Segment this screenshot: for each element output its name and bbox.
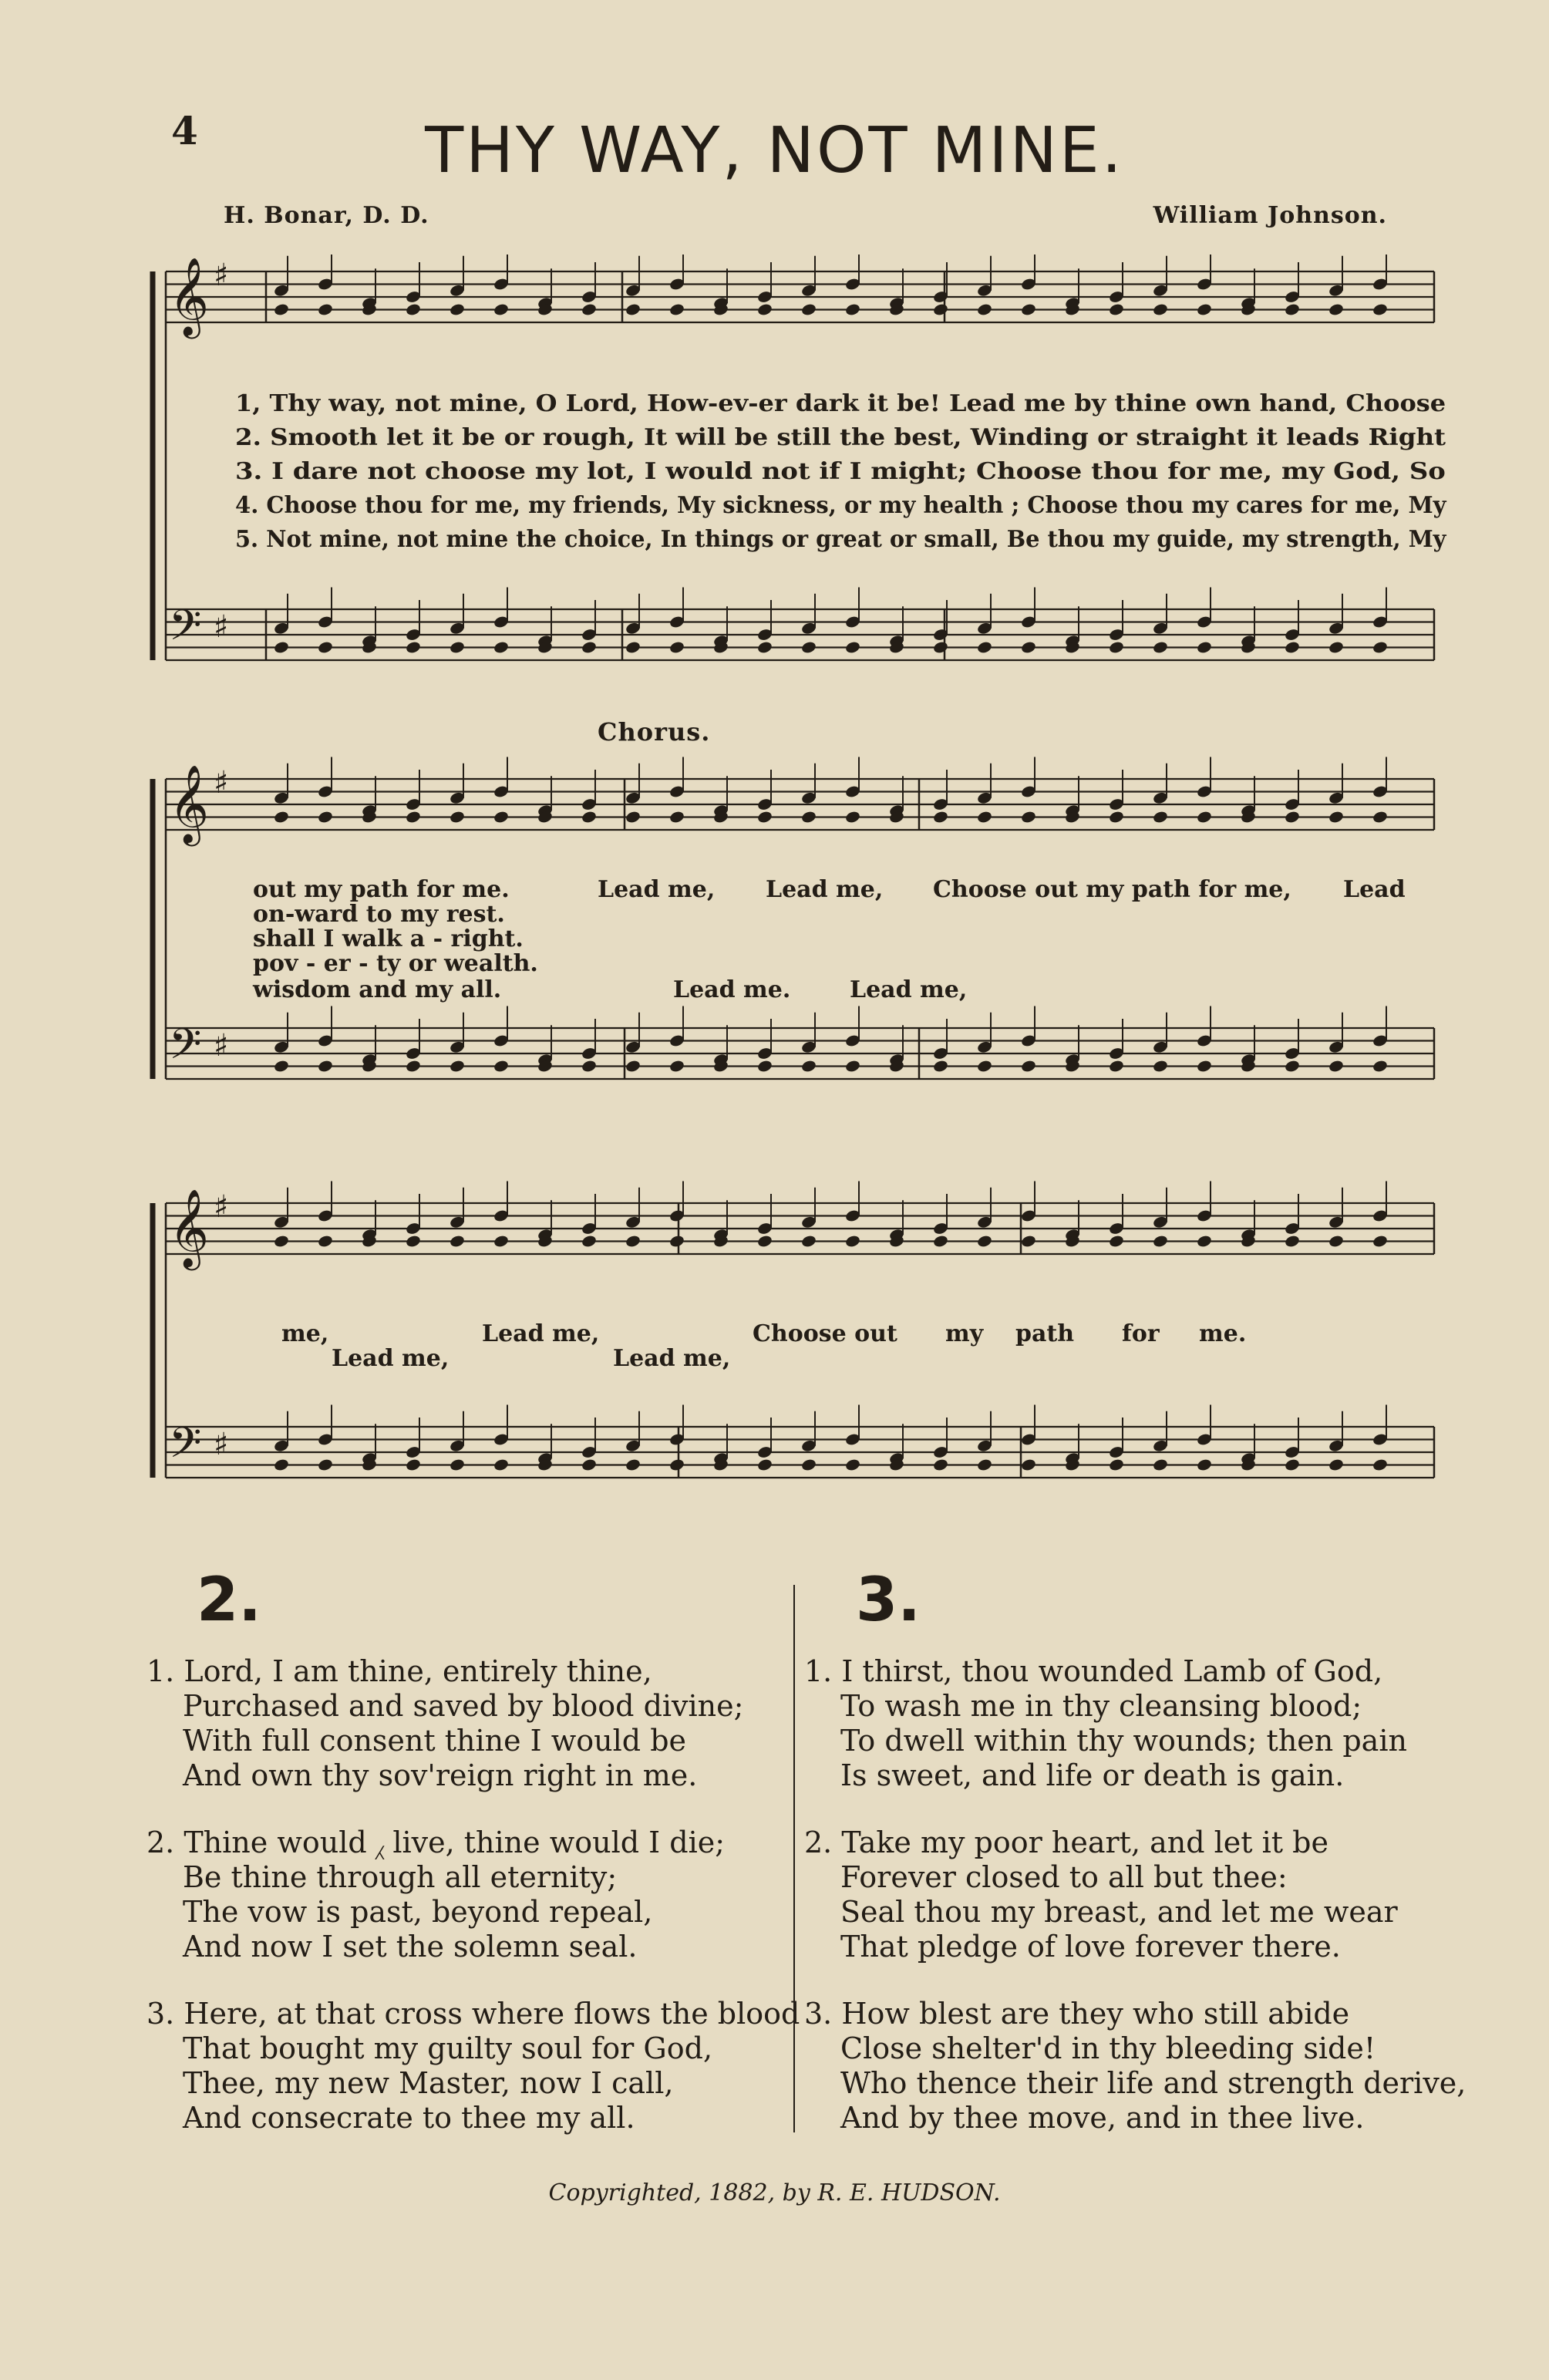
note-head (932, 1234, 948, 1248)
note-head (1328, 1234, 1344, 1248)
note-head (581, 1059, 597, 1073)
note-head (449, 302, 465, 316)
verse-line-1: 1, Thy way, not mine, O Lord, How-ev-er dark it be! Lead me by thine own hand, Choose (235, 390, 1446, 417)
stanza-line: Thee, my new Master, now I call, (183, 2066, 674, 2100)
note-head (1284, 302, 1300, 316)
note-head (405, 1234, 421, 1248)
stanza (804, 1997, 1466, 2136)
note-head (800, 640, 817, 654)
note-head (273, 1059, 289, 1073)
note-head (976, 640, 992, 654)
chorus-cue: Lead (1343, 876, 1406, 903)
note-head (932, 1059, 948, 1073)
note-head (273, 1234, 289, 1248)
stanza-line: Forever closed to all but thee: (840, 1860, 1288, 1894)
note-head (317, 1234, 333, 1248)
note-head (1020, 810, 1036, 824)
stanza-line: Be thine through all eternity; (183, 1860, 618, 1894)
note-head (844, 1458, 860, 1471)
page-number: 4 (171, 108, 198, 153)
note-head (1372, 1458, 1388, 1471)
verse-line-3: 3. I dare not choose my lot, I would not if I might; Choose thou for me, my God, So (235, 458, 1446, 485)
note-head (1108, 302, 1124, 316)
section-number: 3. (856, 1566, 921, 1635)
note-head (1284, 1234, 1300, 1248)
stanza-line: That pledge of love forever there. (840, 1930, 1341, 1964)
note-head (317, 1059, 333, 1073)
note-head (625, 302, 641, 316)
note-head (668, 1059, 685, 1073)
note-head (581, 640, 597, 654)
note-head (581, 1458, 597, 1471)
note-head (1152, 1458, 1168, 1471)
note-head (932, 640, 948, 654)
note-head (1284, 810, 1300, 824)
stanza-line: Is sweet, and life or death is gain. (840, 1758, 1345, 1792)
verse-line-2: 2. Smooth let it be or rough, It will be still the best, Winding or straight it leads Right (235, 424, 1446, 451)
note-head (273, 302, 289, 316)
note-head (1328, 1059, 1344, 1073)
note-head (668, 640, 685, 654)
composer-credit: William Johnson. (1153, 202, 1387, 229)
note-head (756, 810, 773, 824)
note-head (493, 1234, 509, 1248)
note-head (976, 1458, 992, 1471)
chorus-label: Chorus. (598, 717, 711, 747)
sharp-sign-icon: ♯ (214, 765, 229, 801)
chorus-cue: me. (1199, 1320, 1247, 1347)
chorus-cue: me, (281, 1320, 329, 1347)
note-head (581, 810, 597, 824)
note-head (1152, 810, 1168, 824)
verse-ending-5: wisdom and my all. (253, 976, 502, 1003)
note-head (1152, 302, 1168, 316)
note-head (405, 810, 421, 824)
note-head (1196, 1458, 1212, 1471)
note-head (668, 1234, 685, 1248)
note-head (493, 640, 509, 654)
stanza (146, 1825, 725, 1964)
note-head (932, 1458, 948, 1471)
note-head (493, 810, 509, 824)
note-head (493, 1458, 509, 1471)
note-head (449, 1458, 465, 1471)
verse-ending-3: shall I walk a - right. (253, 925, 524, 952)
note-head (405, 640, 421, 654)
note-head (976, 1234, 992, 1248)
note-head (800, 302, 817, 316)
hymn-title: THY WAY, NOT MINE. (425, 114, 1124, 187)
stanza (146, 1654, 743, 1793)
chorus-cue: Lead me. (673, 976, 791, 1003)
stanza-line: Who thence their life and strength derive, (840, 2066, 1466, 2100)
note-head (844, 1234, 860, 1248)
stanza-line: 1. I thirst, thou wounded Lamb of God, (804, 1654, 1383, 1688)
note-head (1328, 1458, 1344, 1471)
note-head (1196, 810, 1212, 824)
note-head (449, 640, 465, 654)
sharp-sign-icon: ♯ (214, 258, 229, 293)
note-head (1284, 640, 1300, 654)
stanza-line: 1. Lord, I am thine, entirely thine, (146, 1654, 652, 1688)
bass-clef-icon: 𝄢 (169, 1020, 202, 1079)
sharp-sign-icon: ♯ (214, 1427, 229, 1462)
note-head (756, 302, 773, 316)
sharp-sign-icon: ♯ (214, 609, 229, 645)
stanza-line: And own thy sov'reign right in me. (183, 1758, 698, 1792)
verse-ending-2: on-ward to my rest. (253, 901, 505, 928)
note-head (1152, 1059, 1168, 1073)
stanza-line: Purchased and saved by blood divine; (183, 1689, 744, 1723)
stanza-line: 3. How blest are they who still abide (804, 1997, 1350, 2031)
sharp-sign-icon: ♯ (214, 1028, 229, 1064)
note-head (844, 302, 860, 316)
chorus-cue: my (945, 1320, 984, 1347)
treble-clef-icon: 𝄞 (169, 1188, 210, 1267)
note-head (1284, 1458, 1300, 1471)
note-head (1372, 1234, 1388, 1248)
note-head (1108, 1234, 1124, 1248)
chorus-cue: for (1122, 1320, 1160, 1347)
note-head (1196, 1234, 1212, 1248)
note-head (800, 1059, 817, 1073)
note-head (273, 810, 289, 824)
stanza (804, 1825, 1398, 1964)
note-head (756, 1234, 773, 1248)
note-head (800, 1234, 817, 1248)
chorus-cue: Lead me, (766, 876, 884, 903)
note-head (493, 1059, 509, 1073)
chorus-cue: Lead me, (332, 1345, 450, 1372)
note-head (625, 640, 641, 654)
note-head (1108, 640, 1124, 654)
chorus-cue: Choose out my path for me, (933, 876, 1291, 903)
note-head (449, 1059, 465, 1073)
note-head (668, 302, 685, 316)
note-head (1152, 1234, 1168, 1248)
note-head (273, 640, 289, 654)
chorus-cue: Choose out (753, 1320, 897, 1347)
copyright-notice: Copyrighted, 1882, by R. E. HUDSON. (548, 2179, 1001, 2206)
stanza (804, 1654, 1407, 1793)
verse-ending-4: pov - er - ty or wealth. (253, 950, 538, 977)
note-head (317, 1458, 333, 1471)
note-head (1152, 640, 1168, 654)
note-head (405, 1458, 421, 1471)
note-head (405, 302, 421, 316)
chorus-cue: Lead me, (850, 976, 968, 1003)
treble-clef-icon: 𝄞 (169, 256, 210, 335)
treble-clef-icon: 𝄞 (169, 764, 210, 843)
note-head (1020, 1059, 1036, 1073)
music-score (146, 255, 1457, 1527)
note-head (625, 1059, 641, 1073)
note-head (1328, 640, 1344, 654)
verse-line-5: 5. Not mine, not mine the choice, In things or great or small, Be thou my guide, my strength, My (235, 526, 1446, 553)
verse-ending-1: out my path for me. (253, 876, 510, 903)
lyricist-credit: H. Bonar, D. D. (224, 202, 429, 229)
note-head (800, 1458, 817, 1471)
note-head (1328, 810, 1344, 824)
stanza-line: And by thee move, and in thee live. (840, 2101, 1365, 2135)
note-head (405, 1059, 421, 1073)
note-head (844, 640, 860, 654)
note-head (1372, 640, 1388, 654)
note-head (668, 810, 685, 824)
stanza-line: 2. Thine would ⁁ live, thine would I die; (146, 1825, 726, 1859)
stanza-line: With full consent thine I would be (183, 1724, 687, 1758)
stanza-line: To dwell within thy wounds; then pain (840, 1724, 1407, 1758)
note-head (976, 810, 992, 824)
note-head (625, 1234, 641, 1248)
bass-clef-icon: 𝄢 (169, 601, 202, 660)
stanza-line: And consecrate to thee my all. (183, 2101, 635, 2135)
stanza-line: Seal thou my breast, and let me wear (840, 1895, 1398, 1929)
note-head (581, 1234, 597, 1248)
sharp-sign-icon: ♯ (214, 1189, 229, 1225)
note-head (1328, 302, 1344, 316)
note-head (844, 810, 860, 824)
chorus-cue: Lead me, (482, 1320, 600, 1347)
stanza-line: Close shelter'd in thy bleeding side! (840, 2031, 1376, 2065)
note-head (800, 810, 817, 824)
note-head (317, 810, 333, 824)
note-head (668, 1458, 685, 1471)
chorus-cue: path (1015, 1320, 1075, 1347)
note-head (1108, 1059, 1124, 1073)
note-head (1372, 302, 1388, 316)
note-head (1108, 810, 1124, 824)
note-head (449, 810, 465, 824)
stanza-line: 3. Here, at that cross where flows the blood (146, 1997, 800, 2031)
stanza-line: And now I set the solemn seal. (183, 1930, 638, 1964)
note-head (1196, 302, 1212, 316)
note-head (1196, 1059, 1212, 1073)
stanza-line: The vow is past, beyond repeal, (183, 1895, 653, 1929)
note-head (273, 1458, 289, 1471)
note-head (932, 302, 948, 316)
note-head (625, 810, 641, 824)
note-head (1020, 302, 1036, 316)
bass-clef-icon: 𝄢 (169, 1418, 202, 1478)
note-head (1108, 1458, 1124, 1471)
note-head (1196, 640, 1212, 654)
note-head (1020, 640, 1036, 654)
note-head (1372, 1059, 1388, 1073)
note-head (581, 302, 597, 316)
note-head (976, 1059, 992, 1073)
chorus-cue: Lead me, (613, 1345, 731, 1372)
section-number: 2. (197, 1566, 261, 1635)
note-head (317, 302, 333, 316)
note-head (1284, 1059, 1300, 1073)
stanza-line: To wash me in thy cleansing blood; (840, 1689, 1362, 1723)
note-head (493, 302, 509, 316)
note-head (317, 640, 333, 654)
note-head (1020, 1234, 1036, 1248)
verse-line-4: 4. Choose thou for me, my friends, My sickness, or my health ; Choose thou my cares for me, My (235, 492, 1446, 519)
note-head (756, 640, 773, 654)
note-head (625, 1458, 641, 1471)
chorus-cue: Lead me, (598, 876, 716, 903)
note-head (449, 1234, 465, 1248)
note-head (1020, 1458, 1036, 1471)
stanza-line: 2. Take my poor heart, and let it be (804, 1825, 1328, 1859)
note-head (1372, 810, 1388, 824)
stanza (146, 1997, 800, 2136)
note-head (932, 810, 948, 824)
stanza-line: That bought my guilty soul for God, (183, 2031, 713, 2065)
note-head (756, 1059, 773, 1073)
note-head (756, 1458, 773, 1471)
note-head (976, 302, 992, 316)
note-head (844, 1059, 860, 1073)
